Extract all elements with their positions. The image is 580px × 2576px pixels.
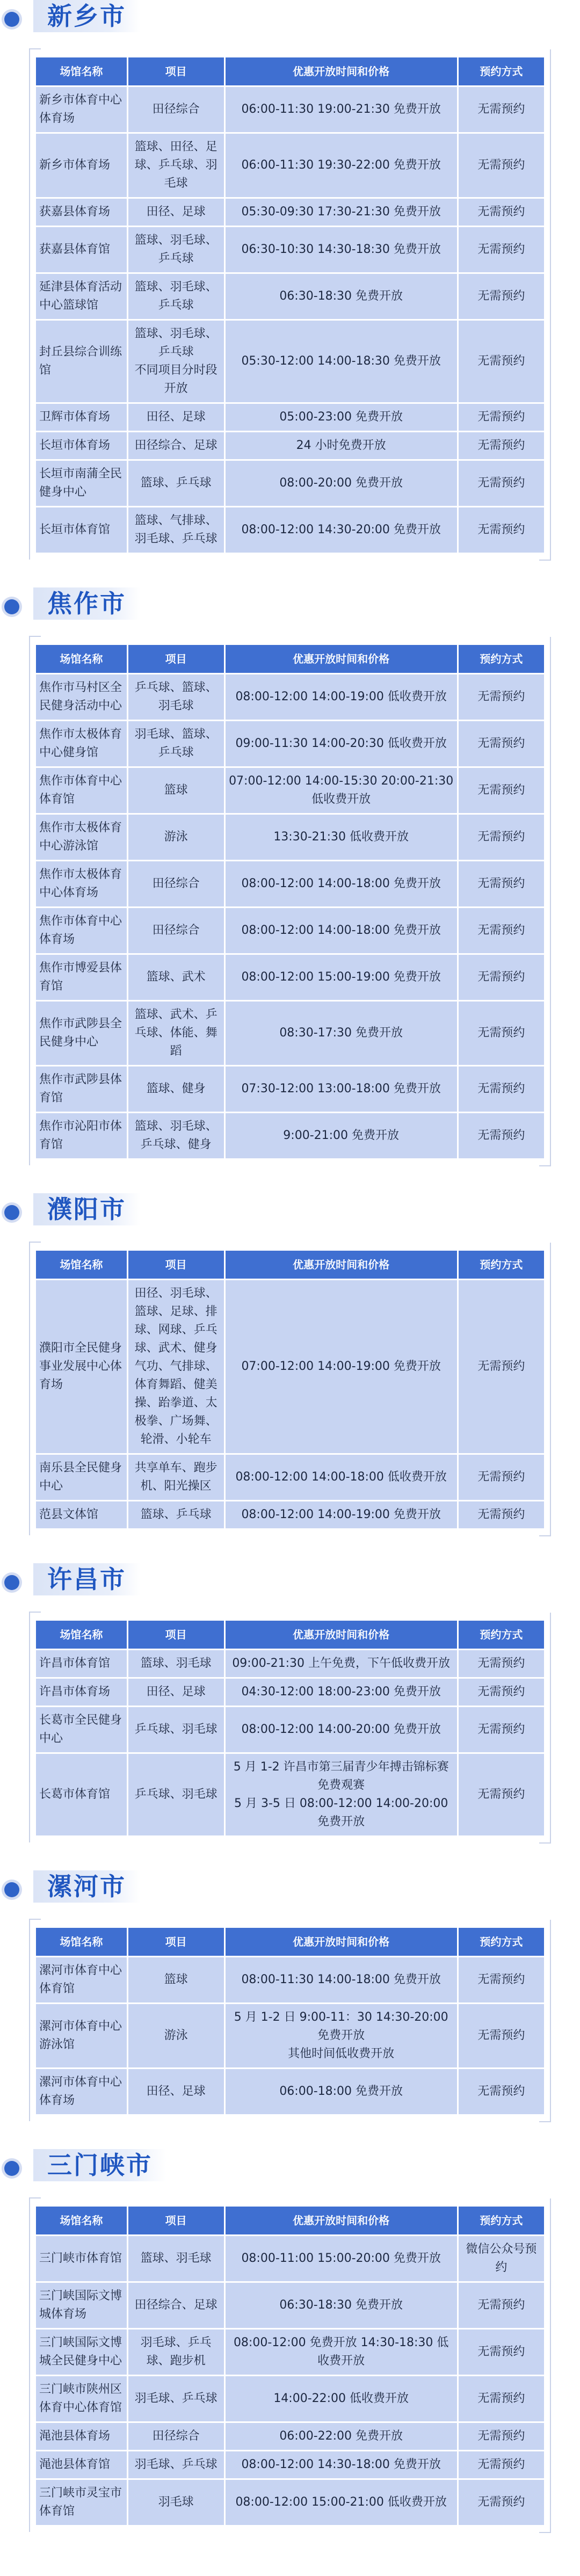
venue-name-cell: 新乡市体育场 [36, 134, 127, 197]
venue-table [34, 56, 546, 554]
hours-price-cell: 06:30-10:30 14:30-18:30 免费开放 [226, 227, 457, 272]
header-items: 项目 [128, 1621, 224, 1649]
table-row [36, 1650, 544, 1677]
table-row [36, 507, 544, 553]
header-hours-price: 优惠开放时间和价格 [226, 1928, 457, 1956]
hours-price-cell: 05:30-12:00 14:00-18:30 免费开放 [226, 321, 457, 402]
venue-name-cell: 濮阳市全民健身事业发展中心体育场 [36, 1280, 127, 1453]
header-hours-price: 优惠开放时间和价格 [226, 1251, 457, 1279]
items-cell: 乒乓球、篮球、羽毛球 [128, 674, 224, 720]
booking-cell: 无需预约 [459, 432, 544, 459]
venue-name-cell: 三门峡市陕州区体育中心体育馆 [36, 2376, 127, 2421]
booking-cell: 无需预约 [459, 721, 544, 766]
venue-name-cell: 获嘉县体育场 [36, 199, 127, 226]
city-section [0, 587, 580, 1165]
hours-price-cell: 06:30-18:30 免费开放 [226, 2283, 457, 2328]
items-cell: 篮球 [128, 768, 224, 813]
table-row [36, 721, 544, 766]
header-row [36, 1621, 544, 1649]
items-cell: 羽毛球、乒乓球 [128, 2376, 224, 2421]
venue-name-cell: 三门峡国际文博城体育场 [36, 2283, 127, 2328]
header-row [36, 57, 544, 85]
table-row [36, 1707, 544, 1752]
hours-price-cell: 08:00-11:00 15:00-20:00 免费开放 [226, 2236, 457, 2281]
header-venue: 场馆名称 [36, 645, 127, 673]
venue-name-cell: 漯河市体育中心体育场 [36, 2069, 127, 2114]
booking-cell: 无需预约 [459, 134, 544, 197]
table-row [36, 815, 544, 860]
table-row [36, 1501, 544, 1528]
table-row [36, 2004, 544, 2067]
booking-cell: 无需预约 [459, 768, 544, 813]
booking-cell: 无需预约 [459, 199, 544, 226]
hours-price-cell: 5 月 1-2 日 9:00-11：30 14:30-20:00 免费开放 其他时间低收费开放 [226, 2004, 457, 2067]
table-row [36, 461, 544, 506]
table-row [36, 1754, 544, 1835]
hours-price-cell: 07:30-12:00 13:00-18:00 免费开放 [226, 1066, 457, 1112]
venue-name-cell: 长垣市南蒲全民健身中心 [36, 461, 127, 506]
booking-cell: 无需预约 [459, 274, 544, 319]
items-cell: 田径综合 [128, 861, 224, 906]
items-cell: 羽毛球、篮球、乒乓球 [128, 721, 224, 766]
venue-name-cell: 卫辉市体育场 [36, 404, 127, 431]
hours-price-cell: 13:30-21:30 低收费开放 [226, 815, 457, 860]
table-frame [29, 1613, 551, 1842]
venue-table [34, 1926, 546, 2116]
header-row [36, 1928, 544, 1956]
venue-name-cell: 焦作市太极体育中心健身馆 [36, 721, 127, 766]
venue-name-cell: 范县文体馆 [36, 1501, 127, 1528]
venue-name-cell: 焦作市太极体育中心体育场 [36, 861, 127, 906]
items-cell: 田径、足球 [128, 1679, 224, 1706]
items-cell: 田径、足球 [128, 2069, 224, 2114]
table-row [36, 2480, 544, 2525]
items-cell: 篮球、乒乓球 [128, 461, 224, 506]
table-row [36, 2330, 544, 2375]
table-frame [29, 2198, 551, 2532]
venue-name-cell: 长垣市体育馆 [36, 507, 127, 553]
hours-price-cell: 07:00-12:00 14:00-15:30 20:00-21:30 低收费开放 [226, 768, 457, 813]
bullet-dot-icon [4, 599, 19, 614]
items-cell: 篮球、田径、足球、乒乓球、羽毛球 [128, 134, 224, 197]
hours-price-cell: 06:00-11:30 19:30-22:00 免费开放 [226, 134, 457, 197]
hours-price-cell: 06:30-18:30 免费开放 [226, 274, 457, 319]
items-cell: 田径、足球 [128, 404, 224, 431]
venue-name-cell: 延津县体育活动中心篮球馆 [36, 274, 127, 319]
items-cell: 游泳 [128, 815, 224, 860]
table-row [36, 955, 544, 1000]
venue-name-cell: 焦作市博爱县体育馆 [36, 955, 127, 1000]
booking-cell: 无需预约 [459, 815, 544, 860]
booking-cell: 无需预约 [459, 1280, 544, 1453]
table-row [36, 404, 544, 431]
venue-table [34, 2205, 546, 2527]
table-frame [29, 637, 551, 1165]
booking-cell: 无需预约 [459, 1002, 544, 1065]
hours-price-cell: 14:00-22:00 低收费开放 [226, 2376, 457, 2421]
header-items: 项目 [128, 645, 224, 673]
booking-cell: 无需预约 [459, 2423, 544, 2450]
venue-name-cell: 长垣市体育场 [36, 432, 127, 459]
venue-name-cell: 许昌市体育场 [36, 1679, 127, 1706]
booking-cell: 无需预约 [459, 1679, 544, 1706]
hours-price-cell: 08:00-12:00 14:00-20:00 免费开放 [226, 1707, 457, 1752]
hours-price-cell: 08:00-12:00 免费开放 14:30-18:30 低收费开放 [226, 2330, 457, 2375]
hours-price-cell: 04:30-12:00 18:00-23:00 免费开放 [226, 1679, 457, 1706]
venue-name-cell: 焦作市沁阳市体育馆 [36, 1113, 127, 1158]
table-header [36, 2207, 544, 2234]
hours-price-cell: 05:30-09:30 17:30-21:30 免费开放 [226, 199, 457, 226]
table-row [36, 1002, 544, 1065]
table-row [36, 432, 544, 459]
booking-cell: 无需预约 [459, 955, 544, 1000]
items-cell: 篮球、气排球、羽毛球、乒乓球 [128, 507, 224, 553]
city-title: 焦作市 [33, 587, 140, 620]
booking-cell: 无需预约 [459, 2451, 544, 2478]
header-venue: 场馆名称 [36, 1251, 127, 1279]
booking-cell: 无需预约 [459, 321, 544, 402]
booking-cell: 无需预约 [459, 2004, 544, 2067]
table-frame [29, 49, 551, 560]
table-row [36, 227, 544, 272]
city-section [0, 1563, 580, 1842]
booking-cell: 无需预约 [459, 908, 544, 953]
booking-cell: 无需预约 [459, 2069, 544, 2114]
bullet-dot-icon [4, 1882, 19, 1897]
items-cell: 羽毛球、乒乓球、跑步机 [128, 2330, 224, 2375]
table-frame [29, 1243, 551, 1535]
items-cell: 篮球、羽毛球、乒乓球 [128, 274, 224, 319]
venue-name-cell: 封丘县综合训练馆 [36, 321, 127, 402]
venue-name-cell: 新乡市体育中心体育场 [36, 87, 127, 132]
items-cell: 篮球 [128, 1957, 224, 2002]
booking-cell: 无需预约 [459, 404, 544, 431]
header-items: 项目 [128, 2207, 224, 2234]
items-cell: 篮球、羽毛球 [128, 1650, 224, 1677]
header-venue: 场馆名称 [36, 57, 127, 85]
venue-name-cell: 三门峡国际文博城全民健身中心 [36, 2330, 127, 2375]
venue-name-cell: 焦作市武陟县全民健身中心 [36, 1002, 127, 1065]
table-row [36, 2236, 544, 2281]
header-booking: 预约方式 [459, 1928, 544, 1956]
items-cell: 田径综合 [128, 2423, 224, 2450]
venue-name-cell: 三门峡市体育馆 [36, 2236, 127, 2281]
section-heading [0, 0, 580, 40]
items-cell: 篮球、武术 [128, 955, 224, 1000]
header-hours-price: 优惠开放时间和价格 [226, 57, 457, 85]
hours-price-cell: 08:00-12:00 14:00-18:00 低收费开放 [226, 1455, 457, 1500]
city-title: 漯河市 [33, 1870, 140, 1903]
items-cell: 篮球、羽毛球、乒乓球、健身 [128, 1113, 224, 1158]
items-cell: 田径综合、足球 [128, 432, 224, 459]
hours-price-cell: 06:00-18:00 免费开放 [226, 2069, 457, 2114]
items-cell: 田径、足球 [128, 199, 224, 226]
hours-price-cell: 05:00-23:00 免费开放 [226, 404, 457, 431]
items-cell: 游泳 [128, 2004, 224, 2067]
venue-table [34, 1619, 546, 1837]
header-hours-price: 优惠开放时间和价格 [226, 1621, 457, 1649]
venue-name-cell: 渑池县体育馆 [36, 2451, 127, 2478]
items-cell: 羽毛球、乒乓球 [128, 2451, 224, 2478]
city-section [0, 0, 580, 560]
venue-name-cell: 长葛市全民健身中心 [36, 1707, 127, 1752]
booking-cell: 无需预约 [459, 227, 544, 272]
booking-cell: 无需预约 [459, 1707, 544, 1752]
booking-cell: 无需预约 [459, 1754, 544, 1835]
table-row [36, 1957, 544, 2002]
city-section [0, 1193, 580, 1535]
section-heading [0, 587, 580, 627]
hours-price-cell: 06:00-22:00 免费开放 [226, 2423, 457, 2450]
venue-name-cell: 三门峡市灵宝市体育馆 [36, 2480, 127, 2525]
hours-price-cell: 08:00-12:00 14:30-20:00 免费开放 [226, 507, 457, 553]
hours-price-cell: 08:00-12:00 14:30-18:00 免费开放 [226, 2451, 457, 2478]
venue-name-cell: 焦作市武陟县体育馆 [36, 1066, 127, 1112]
table-row [36, 674, 544, 720]
bullet-dot-icon [4, 1575, 19, 1590]
items-cell: 羽毛球 [128, 2480, 224, 2525]
header-row [36, 645, 544, 673]
city-section [0, 2149, 580, 2532]
table-row [36, 861, 544, 906]
booking-cell: 无需预约 [459, 861, 544, 906]
hours-price-cell: 5 月 1-2 许昌市第三届青少年搏击锦标赛 免费观赛 5 月 3-5 日 08:00-12:00 14:00-20:00 免费开放 [226, 1754, 457, 1835]
venue-name-cell: 焦作市太极体育中心游泳馆 [36, 815, 127, 860]
hours-price-cell: 07:00-12:00 14:00-19:00 免费开放 [226, 1280, 457, 1453]
venue-name-cell: 长葛市体育馆 [36, 1754, 127, 1835]
hours-price-cell: 09:00-11:30 14:00-20:30 低收费开放 [226, 721, 457, 766]
hours-price-cell: 08:00-12:00 15:00-19:00 免费开放 [226, 955, 457, 1000]
hours-price-cell: 08:00-12:00 14:00-19:00 免费开放 [226, 1501, 457, 1528]
booking-cell: 无需预约 [459, 2480, 544, 2525]
header-venue: 场馆名称 [36, 1621, 127, 1649]
table-row [36, 2376, 544, 2421]
table-row [36, 134, 544, 197]
table-row [36, 2069, 544, 2114]
items-cell: 篮球、乒乓球 [128, 1501, 224, 1528]
items-cell: 田径综合、足球 [128, 2283, 224, 2328]
table-header [36, 1928, 544, 1956]
table-header [36, 1621, 544, 1649]
header-booking: 预约方式 [459, 1251, 544, 1279]
hours-price-cell: 09:00-21:30 上午免费，下午低收费开放 [226, 1650, 457, 1677]
table-row [36, 2283, 544, 2328]
booking-cell: 无需预约 [459, 1066, 544, 1112]
hours-price-cell: 08:00-12:00 14:00-19:00 低收费开放 [226, 674, 457, 720]
header-row [36, 1251, 544, 1279]
table-row [36, 1113, 544, 1158]
booking-cell: 无需预约 [459, 2283, 544, 2328]
venue-name-cell: 漯河市体育中心游泳馆 [36, 2004, 127, 2067]
hours-price-cell: 08:00-12:00 14:00-18:00 免费开放 [226, 908, 457, 953]
header-venue: 场馆名称 [36, 1928, 127, 1956]
items-cell: 田径、羽毛球、篮球、足球、排球、网球、乒乓球、武术、健身气功、气排球、体育舞蹈、健美操、跆拳道、太极拳、广场舞、轮滑、小轮车 [128, 1280, 224, 1453]
bullet-dot-icon [4, 12, 19, 27]
table-header [36, 1251, 544, 1279]
venue-name-cell: 焦作市马村区全民健身活动中心 [36, 674, 127, 720]
booking-cell: 无需预约 [459, 1455, 544, 1500]
venue-name-cell: 获嘉县体育馆 [36, 227, 127, 272]
table-row [36, 1455, 544, 1500]
hours-price-cell: 9:00-21:00 免费开放 [226, 1113, 457, 1158]
hours-price-cell: 24 小时免费开放 [226, 432, 457, 459]
table-row [36, 199, 544, 226]
items-cell: 篮球、武术、乒乓球、体能、舞蹈 [128, 1002, 224, 1065]
table-row [36, 87, 544, 132]
items-cell: 篮球、健身 [128, 1066, 224, 1112]
table-row [36, 908, 544, 953]
venue-name-cell: 许昌市体育馆 [36, 1650, 127, 1677]
header-items: 项目 [128, 57, 224, 85]
header-venue: 场馆名称 [36, 2207, 127, 2234]
items-cell: 田径综合 [128, 87, 224, 132]
items-cell: 共享单车、跑步机、阳光操区 [128, 1455, 224, 1500]
header-items: 项目 [128, 1928, 224, 1956]
city-section [0, 1870, 580, 2121]
table-row [36, 1280, 544, 1453]
hours-price-cell: 08:30-17:30 免费开放 [226, 1002, 457, 1065]
section-heading [0, 1563, 580, 1603]
hours-price-cell: 08:00-11:30 14:00-18:00 免费开放 [226, 1957, 457, 2002]
section-heading [0, 1193, 580, 1233]
items-cell: 乒乓球、羽毛球 [128, 1707, 224, 1752]
booking-cell: 无需预约 [459, 674, 544, 720]
header-booking: 预约方式 [459, 1621, 544, 1649]
header-booking: 预约方式 [459, 57, 544, 85]
venue-name-cell: 南乐县全民健身中心 [36, 1455, 127, 1500]
booking-cell: 微信公众号预约 [459, 2236, 544, 2281]
table-header [36, 645, 544, 673]
city-title: 濮阳市 [33, 1193, 140, 1225]
table-row [36, 1679, 544, 1706]
booking-cell: 无需预约 [459, 1650, 544, 1677]
booking-cell: 无需预约 [459, 507, 544, 553]
venue-table [34, 643, 546, 1160]
header-booking: 预约方式 [459, 645, 544, 673]
header-hours-price: 优惠开放时间和价格 [226, 2207, 457, 2234]
booking-cell: 无需预约 [459, 1113, 544, 1158]
hours-price-cell: 08:00-12:00 14:00-18:00 免费开放 [226, 861, 457, 906]
city-title: 三门峡市 [33, 2149, 166, 2181]
section-heading [0, 1870, 580, 1910]
bullet-dot-icon [4, 1205, 19, 1220]
venue-name-cell: 漯河市体育中心体育馆 [36, 1957, 127, 2002]
venue-name-cell: 焦作市体育中心体育场 [36, 908, 127, 953]
table-row [36, 1066, 544, 1112]
table-row [36, 768, 544, 813]
items-cell: 乒乓球、羽毛球 [128, 1754, 224, 1835]
items-cell: 篮球、羽毛球、乒乓球 不同项目分时段开放 [128, 321, 224, 402]
hours-price-cell: 08:00-12:00 15:00-21:00 低收费开放 [226, 2480, 457, 2525]
venue-table [34, 1249, 546, 1530]
table-row [36, 321, 544, 402]
booking-cell: 无需预约 [459, 1501, 544, 1528]
header-items: 项目 [128, 1251, 224, 1279]
hours-price-cell: 08:00-20:00 免费开放 [226, 461, 457, 506]
city-title: 新乡市 [33, 0, 140, 32]
header-hours-price: 优惠开放时间和价格 [226, 645, 457, 673]
booking-cell: 无需预约 [459, 87, 544, 132]
venue-name-cell: 焦作市体育中心体育馆 [36, 768, 127, 813]
items-cell: 篮球、羽毛球 [128, 2236, 224, 2281]
header-row [36, 2207, 544, 2234]
table-row [36, 2451, 544, 2478]
city-title: 许昌市 [33, 1563, 140, 1595]
section-heading [0, 2149, 580, 2189]
table-row [36, 274, 544, 319]
venue-name-cell: 渑池县体育场 [36, 2423, 127, 2450]
table-row [36, 2423, 544, 2450]
table-frame [29, 1920, 551, 2121]
booking-cell: 无需预约 [459, 461, 544, 506]
header-booking: 预约方式 [459, 2207, 544, 2234]
hours-price-cell: 06:00-11:30 19:00-21:30 免费开放 [226, 87, 457, 132]
items-cell: 篮球、羽毛球、乒乓球 [128, 227, 224, 272]
booking-cell: 无需预约 [459, 1957, 544, 2002]
items-cell: 田径综合 [128, 908, 224, 953]
table-header [36, 57, 544, 85]
bullet-dot-icon [4, 2161, 19, 2176]
booking-cell: 无需预约 [459, 2376, 544, 2421]
booking-cell: 无需预约 [459, 2330, 544, 2375]
